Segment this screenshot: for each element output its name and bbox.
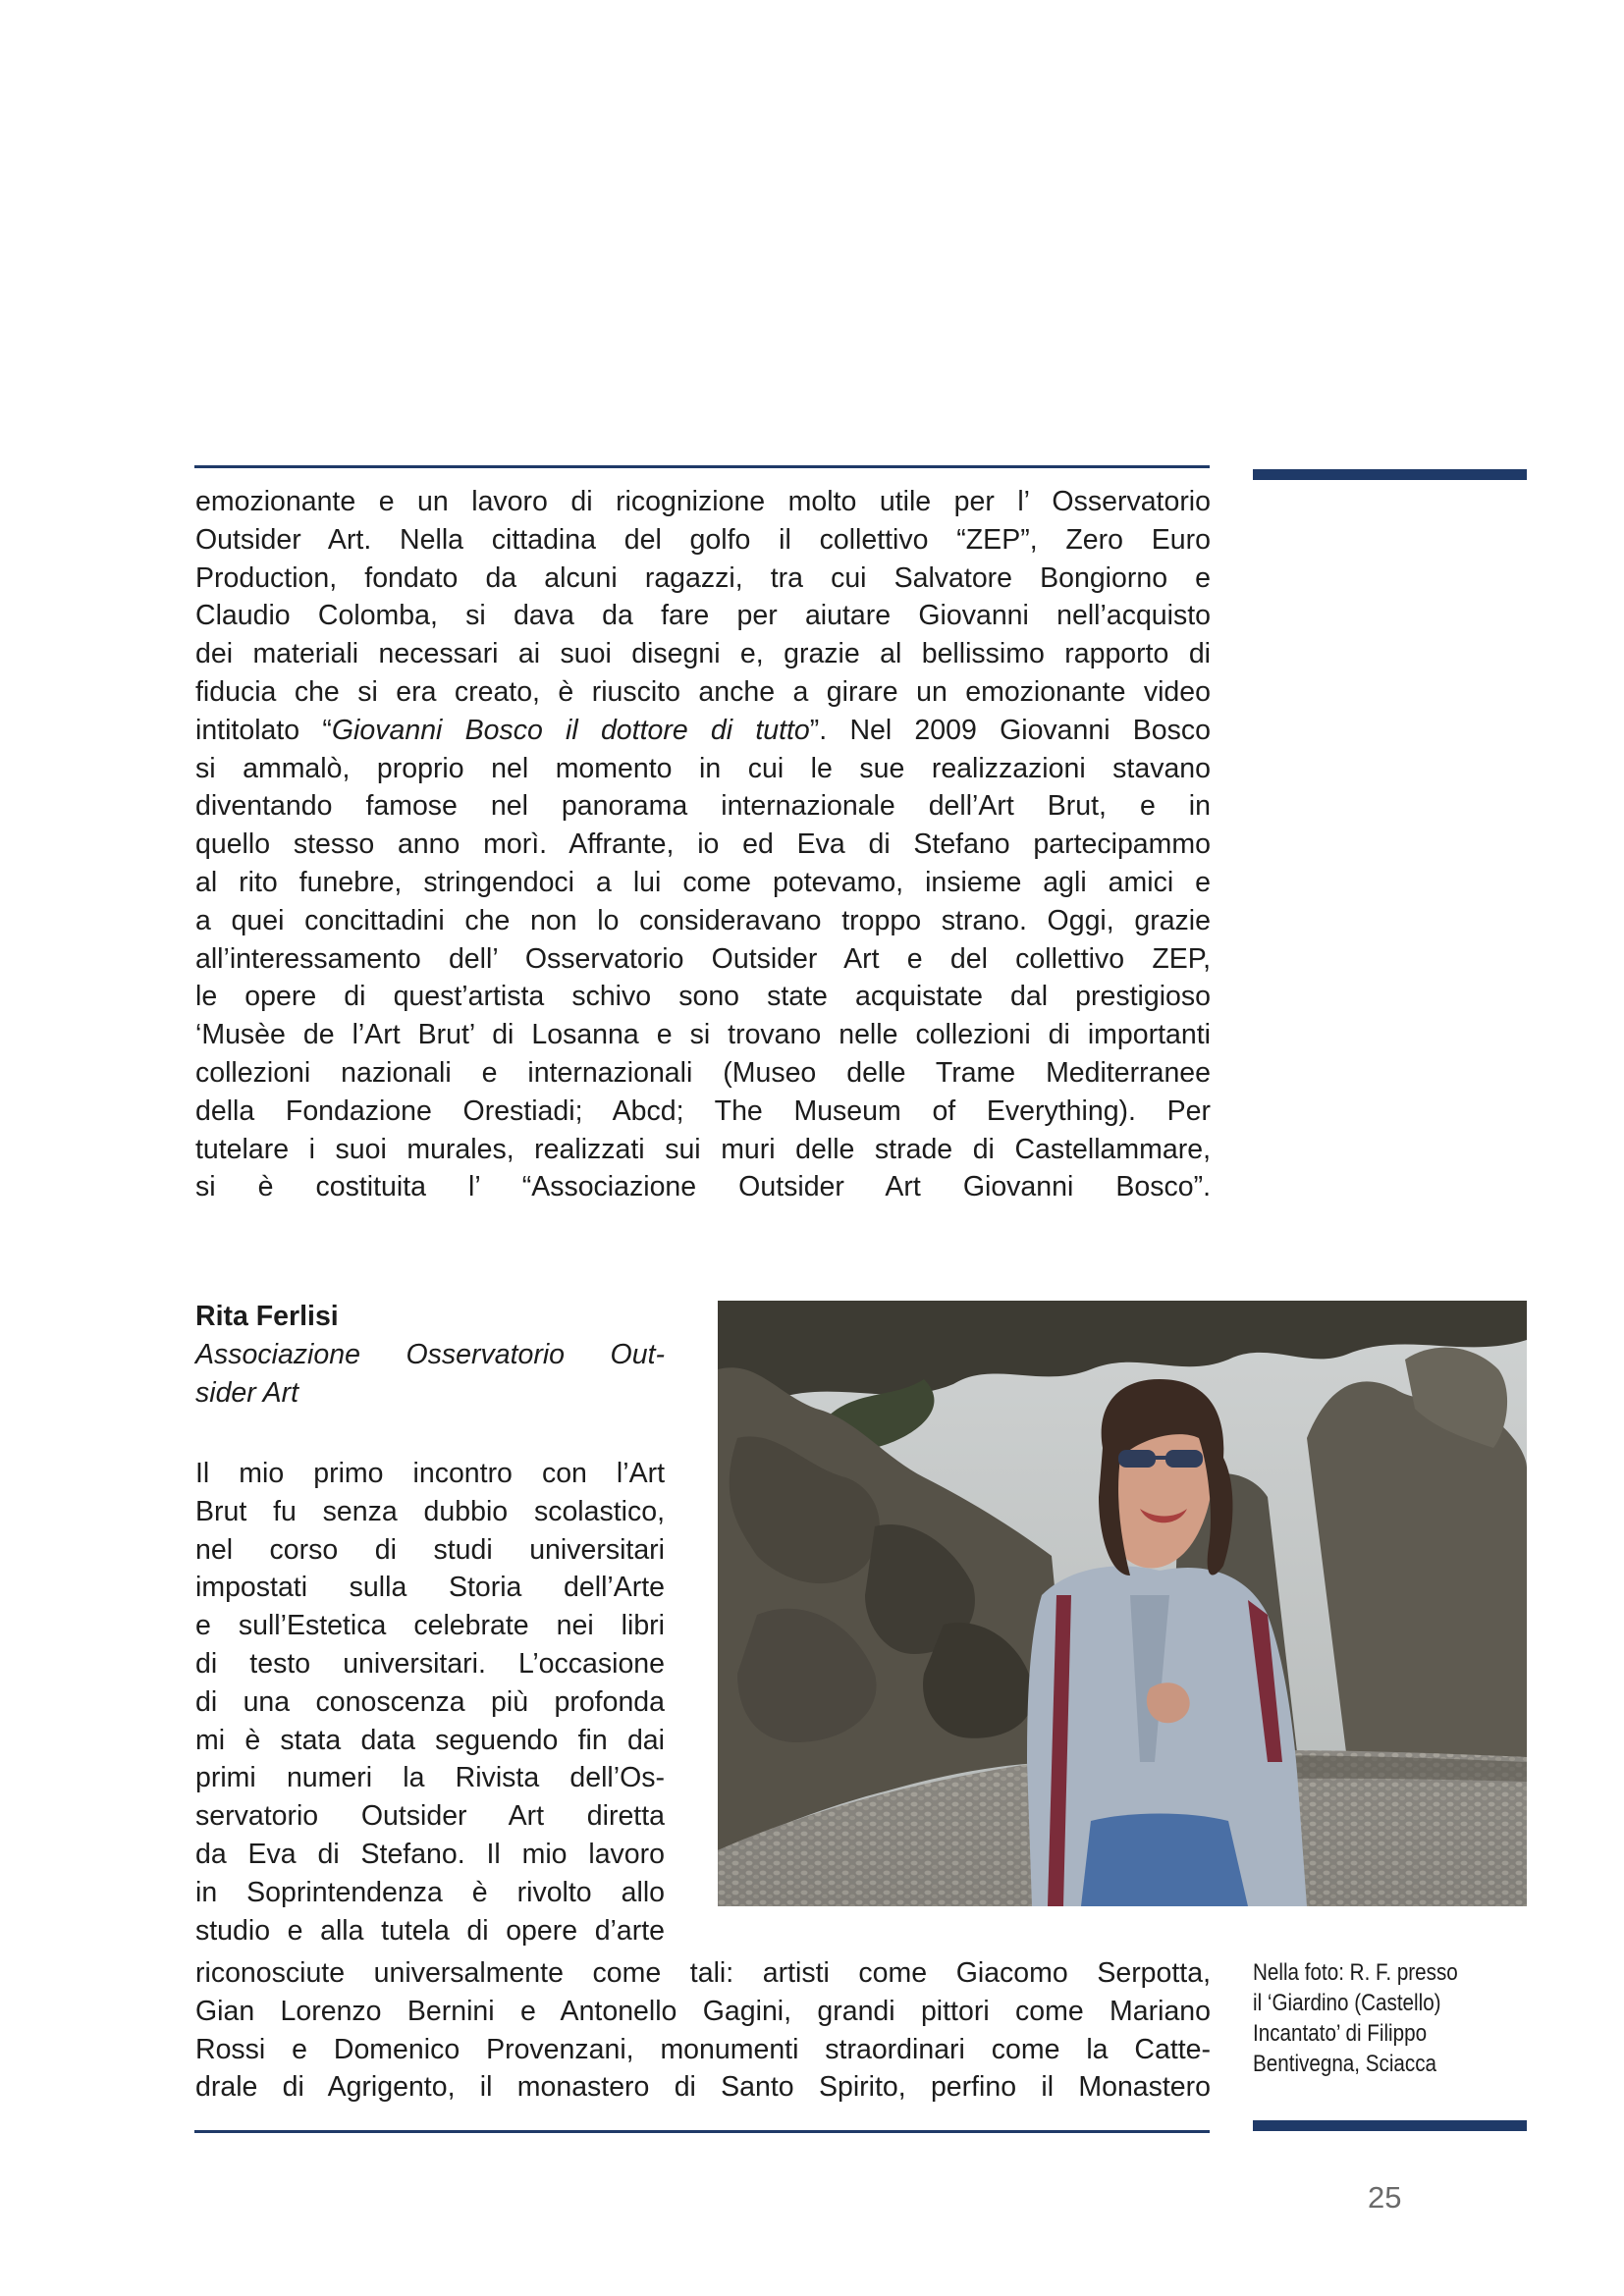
para2-line: impostati sulla Storia dell’Arte — [195, 1572, 665, 1604]
article-paragraph-2 — [195, 1455, 665, 1949]
para1-line: ‘Musèe de l’Art Brut’ di Losanna e si trovano nelle collezioni di importanti — [195, 1019, 1211, 1051]
para1-line-7 — [195, 715, 1211, 746]
para1-line-7-end: ”. Nel 2009 Giovanni Bosco — [809, 714, 1211, 746]
para2-line: servatorio Outsider Art diretta — [195, 1800, 665, 1833]
para2-line: nel corso di studi universitari — [195, 1533, 665, 1566]
para2-line: Brut fu senza dubbio scolastico, — [195, 1495, 665, 1527]
para2-line: da Eva di Stefano. Il mio lavoro — [195, 1838, 665, 1870]
para1-line: fiducia che si era creato, è riuscito anche a girare un emozionante video — [195, 675, 1211, 708]
author-affiliation — [195, 1336, 665, 1413]
top-divider-line — [194, 465, 1210, 468]
para2-line: mi è stata data seguendo fin dai — [195, 1724, 665, 1756]
caption-line: Incantato’ di Filippo — [1253, 2020, 1428, 2047]
affiliation-line: Associazione Osservatorio Out- — [195, 1339, 665, 1370]
para1-line: quello stesso anno morì. Affrante, io ed Eva di Stefano partecipammo — [195, 828, 1211, 861]
para1-line: dei materiali necessari ai suoi disegni e, grazie al bellissimo rapporto di — [195, 638, 1211, 670]
author-name: Rita Ferlisi — [195, 1301, 339, 1332]
caption-line: Nella foto: R. F. presso — [1253, 1959, 1458, 1986]
bottom-accent-bar — [1253, 2120, 1527, 2131]
para1-line: si ammalò, proprio nel momento in cui le sue realizzazioni stavano — [195, 752, 1211, 784]
para1-line: a quei concittadini che non lo consideravano troppo strano. Oggi, grazie — [195, 904, 1211, 936]
affiliation-line: sider Art — [195, 1376, 299, 1409]
para2-line: Il mio primo incontro con l’Art — [195, 1458, 665, 1489]
para1-line: emozionante e un lavoro di ricognizione molto utile per l’ Osservatorio — [195, 486, 1211, 517]
para3-line: drale di Agrigento, il monastero di Santo Spirito, perfino il Monastero — [195, 2071, 1211, 2104]
para1-line: all’interessamento dell’ Osservatorio Outsider Art e del collettivo ZEP, — [195, 942, 1211, 975]
bottom-divider-line — [194, 2130, 1210, 2133]
para2-line: di una conoscenza più profonda — [195, 1685, 665, 1718]
photo-caption — [1253, 1957, 1489, 2079]
para1-line-7-start: intitolato “ — [195, 714, 332, 746]
para3-line: riconosciute universalmente come tali: artisti come Giacomo Serpotta, — [195, 1957, 1211, 1989]
photo-giardino-incantato — [718, 1301, 1527, 1906]
para1-line: si è costituita l’ “Associazione Outsider Art Giovanni Bosco”. — [195, 1171, 1211, 1203]
para1-line: collezioni nazionali e internazionali (Museo delle Trame Mediterranee — [195, 1056, 1211, 1089]
para1-line: diventando famose nel panorama internazionale dell’Art Brut, e in — [195, 790, 1211, 823]
video-title: Giovanni Bosco il dottore di tutto — [331, 714, 810, 746]
para1-line: Claudio Colomba, si dava da fare per aiutare Giovanni nell’acquisto — [195, 600, 1211, 632]
para2-line: di testo universitari. L’occasione — [195, 1647, 665, 1680]
para2-line: primi numeri la Rivista dell’Os- — [195, 1762, 665, 1794]
photo-illustration — [718, 1301, 1527, 1906]
para3-line: Gian Lorenzo Bernini e Antonello Gagini, grandi pittori come Mariano — [195, 1995, 1211, 2027]
para2-line: e sull’Estetica celebrate nei libri — [195, 1610, 665, 1642]
para1-line: le opere di quest’artista schivo sono state acquistate dal prestigioso — [195, 981, 1211, 1013]
para1-line: della Fondazione Orestiadi; Abcd; The Museum of Everything). Per — [195, 1095, 1211, 1127]
top-accent-bar — [1253, 469, 1527, 480]
para1-line: tutelare i suoi murales, realizzati sui muri delle strade di Castellammare, — [195, 1133, 1211, 1165]
article-paragraph-3 — [195, 1954, 1211, 2107]
para1-line: Outsider Art. Nella cittadina del golfo il collettivo “ZEP”, Zero Euro — [195, 523, 1211, 556]
caption-line: Bentivegna, Sciacca — [1253, 2051, 1437, 2077]
para2-line: studio e alla tutela di opere d’arte — [195, 1914, 665, 1947]
para1-line: al rito funebre, stringendoci a lui come potevamo, insieme agli amici e — [195, 866, 1211, 898]
para3-line: Rossi e Domenico Provenzani, monumenti straordinari come la Catte- — [195, 2033, 1211, 2065]
page-number: 25 — [1368, 2180, 1402, 2215]
article-paragraph-1 — [195, 483, 1211, 1206]
para2-line: in Soprintendenza è rivolto allo — [195, 1876, 665, 1908]
caption-line: il ‘Giardino (Castello) — [1253, 1990, 1441, 2016]
para1-line: Production, fondato da alcuni ragazzi, tra cui Salvatore Bongiorno e — [195, 561, 1211, 594]
